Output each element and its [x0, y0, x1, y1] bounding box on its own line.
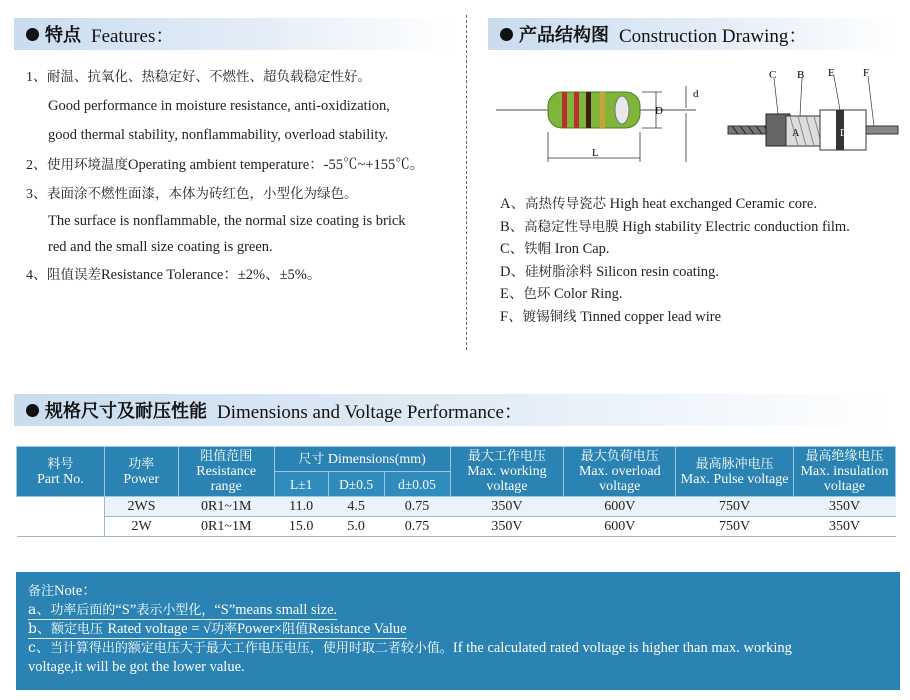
col-insulation: 最高绝缘电压 Max. insulation voltage — [794, 447, 896, 497]
cell-insulation: 350V — [794, 497, 896, 517]
notes-title: 备注Note： — [28, 583, 97, 599]
legend-item-e: E、色环 Color Ring. — [500, 286, 623, 302]
feature-text-en: The surface is nonflammable, the normal size coating is brick — [48, 213, 406, 229]
label-A: A — [792, 128, 800, 139]
label-C: C — [769, 69, 777, 81]
col-part: 料号 Part No. — [17, 447, 105, 497]
resistor-cutaway-drawing — [722, 64, 902, 174]
feature-item-3 — [26, 183, 358, 206]
label-D: D — [655, 105, 663, 117]
cell-power: 2W — [104, 517, 178, 537]
cell-L: 11.0 — [274, 497, 328, 517]
resistor-outline-drawing — [496, 66, 716, 176]
feature-text-en: good thermal stability, nonflammability, overload stability. — [48, 127, 389, 143]
feature-text-cn: 耐温、抗氧化、热稳定好、不燃性、超负载稳定性好。 — [47, 69, 371, 85]
legend-item-d: D、硅树脂涂料 Silicon resin coating. — [500, 263, 719, 280]
bullet-icon — [26, 404, 39, 417]
feature-item-1-en2 — [26, 124, 388, 146]
divider — [466, 15, 467, 350]
cell-overload: 600V — [564, 497, 676, 517]
label-B: B — [797, 69, 805, 81]
cell-L: 15.0 — [274, 517, 328, 537]
legend-item-a: A、高热传导瓷芯 High heat exchanged Ceramic core. — [500, 196, 817, 212]
table-row — [17, 497, 896, 517]
feature-text-cn: 使用环境温度 — [47, 157, 128, 173]
cell-working: 350V — [450, 517, 564, 537]
cell-insulation: 350V — [794, 517, 896, 537]
col-range: 阻值范围 Resistance range — [178, 447, 274, 497]
table-header-row — [17, 447, 896, 472]
construction-header-cn: 产品结构图 — [519, 25, 609, 46]
note-c-cont: voltage,it will be got the lower value. — [28, 659, 245, 675]
col-D: D±0.5 — [328, 472, 384, 497]
cell-pulse: 750V — [676, 517, 794, 537]
col-d: d±0.05 — [384, 472, 450, 497]
note-c: c、当计算得出的额定电压大于最大工作电压电压，使用时取二者较小值。If the calculated rated voltage is higher than max. working — [28, 640, 792, 656]
feature-num: 1、 — [26, 70, 47, 85]
cell-power: 2WS — [104, 497, 178, 517]
col-overload: 最大负荷电压 Max. overload voltage — [564, 447, 676, 497]
features-header-cn: 特点 — [45, 25, 81, 46]
feature-text-en: Resistance Tolerance：±2%、±5%。 — [101, 267, 322, 283]
cell-range: 0R1~1M — [178, 497, 274, 517]
feature-num: 4、 — [26, 268, 47, 283]
label-D-coating: D — [840, 128, 848, 139]
bullet-icon — [26, 28, 39, 41]
note-a: a、功率后面的“S”表示小型化，“S”means small size. — [28, 602, 338, 618]
feature-item-2 — [26, 154, 424, 177]
col-working: 最大工作电压 Max. working voltage — [450, 447, 564, 497]
cell-D: 4.5 — [328, 497, 384, 517]
feature-text-en: Operating ambient temperature：-55℃~+155℃。 — [128, 157, 425, 173]
feature-text-en: Good performance in moisture resistance, anti-oxidization, — [48, 98, 390, 114]
col-dims: 尺寸 Dimensions(mm) — [274, 447, 450, 472]
col-power: 功率 Power — [104, 447, 178, 497]
notes-box — [16, 572, 900, 690]
feature-text-en: red and the small size coating is green. — [48, 239, 273, 255]
cell-pulse: 750V — [676, 497, 794, 517]
cell-d: 0.75 — [384, 517, 450, 537]
cell-d: 0.75 — [384, 497, 450, 517]
cell-overload: 600V — [564, 517, 676, 537]
feature-item-3-en — [26, 210, 406, 232]
dimensions-header-en: Dimensions and Voltage Performance： — [217, 401, 523, 423]
col-L: L±1 — [274, 472, 328, 497]
dimensions-header — [14, 394, 894, 426]
construction-header-en: Construction Drawing： — [619, 25, 808, 47]
construction-legend — [500, 193, 850, 328]
legend-item-f: F、镀锡铜线 Tinned copper lead wire — [500, 308, 722, 325]
part-cell — [17, 497, 105, 537]
cell-working: 350V — [450, 497, 564, 517]
feature-num: 2、 — [26, 158, 47, 173]
feature-item-4 — [26, 264, 321, 287]
legend-item-c: C、铁帽 Iron Cap. — [500, 241, 610, 257]
label-L: L — [592, 147, 599, 159]
legend-item-b: B、高稳定性导电膜 High stability Electric conduction film. — [500, 218, 850, 235]
feature-num: 3、 — [26, 187, 47, 202]
dimensions-header-cn: 规格尺寸及耐压性能 — [45, 401, 207, 422]
bullet-icon — [500, 28, 513, 41]
table-row — [17, 517, 896, 537]
feature-item-3-en2 — [26, 236, 273, 258]
construction-header — [488, 18, 898, 50]
col-pulse: 最高脉冲电压 Max. Pulse voltage — [676, 447, 794, 497]
label-F: F — [863, 67, 870, 79]
features-header-en: Features： — [91, 25, 175, 47]
feature-text-cn: 表面涂不燃性面漆，本体为砖红色，小型化为绿色。 — [47, 186, 358, 202]
label-d: d — [693, 88, 699, 100]
cell-range: 0R1~1M — [178, 517, 274, 537]
features-header — [14, 18, 454, 50]
label-E: E — [828, 67, 835, 79]
cell-D: 5.0 — [328, 517, 384, 537]
feature-item-1-en — [26, 95, 390, 117]
feature-text-cn: 阻值误差 — [47, 267, 101, 283]
note-b: b、额定电压 Rated voltage = √功率Power×阻值Resistance Value — [28, 621, 407, 637]
feature-item-1 — [26, 66, 371, 89]
spec-table — [16, 446, 896, 537]
